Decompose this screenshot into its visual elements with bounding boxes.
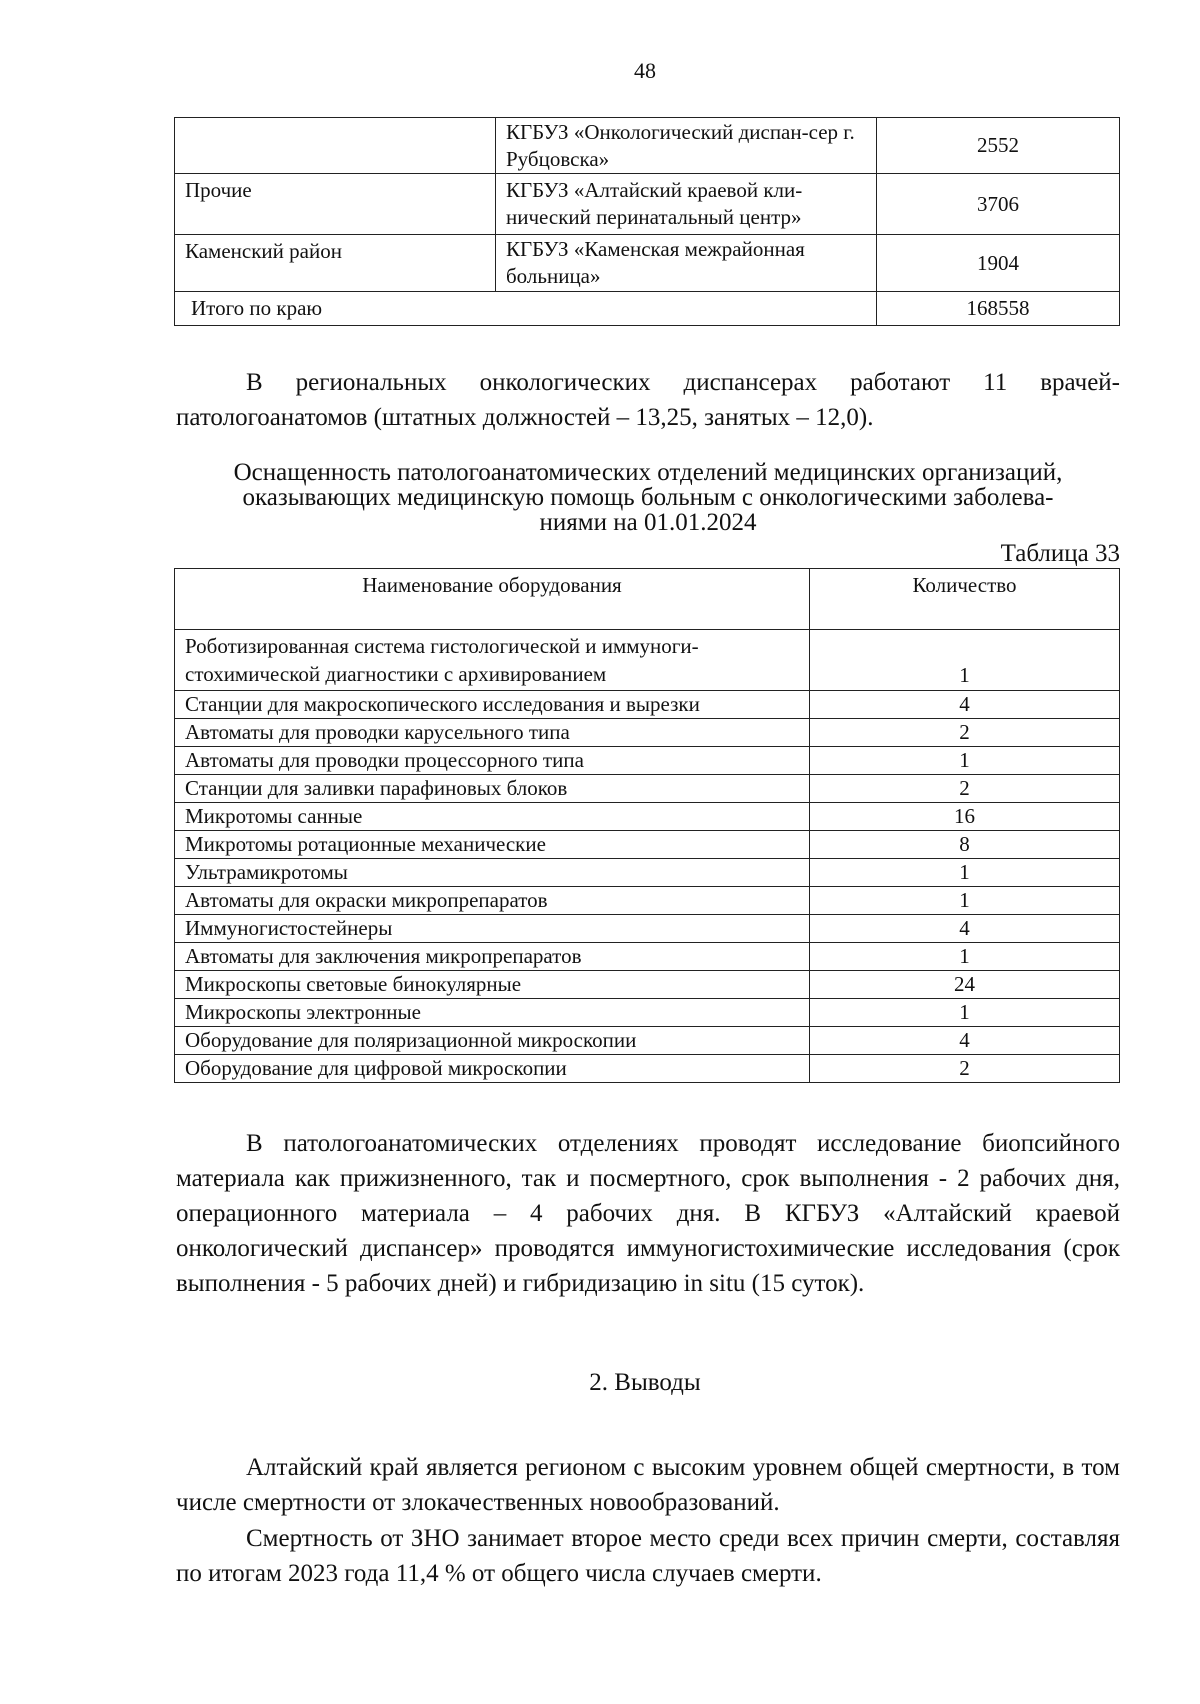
table-header-row (175, 569, 1120, 630)
cell-value: 2552 (877, 118, 1120, 174)
table-row (175, 943, 1120, 971)
table-row (175, 859, 1120, 887)
cell-equipment-name: Автоматы для окраски микропрепаратов (175, 887, 810, 915)
column-header-name: Наименование оборудования (175, 569, 810, 630)
table-row (175, 971, 1120, 999)
cell-equipment-qty: 4 (810, 691, 1120, 719)
cell-equipment-name: Автоматы для заключения микропрепаратов (175, 943, 810, 971)
table-row (175, 1027, 1120, 1055)
table-row (175, 1055, 1120, 1083)
table-row (175, 831, 1120, 859)
cell-equipment-qty: 16 (810, 803, 1120, 831)
cell-text-line: Роботизированная система гистологической и иммуноги- (185, 634, 699, 658)
paragraph-conclusion-1: Алтайский край является регионом с высоким уровнем общей смертности, в том числе смертности от злокачественных новообразований. (176, 1454, 1120, 1516)
table-number-label: Таблица 33 (1000, 540, 1120, 567)
cell-equipment-name: Микроскопы электронные (175, 999, 810, 1027)
cell-org: КГБУЗ «Алтайский краевой кли-нический перинатальный центр» (496, 174, 877, 235)
cell-equipment-name: Автоматы для проводки карусельного типа (175, 719, 810, 747)
cell-value: 3706 (877, 174, 1120, 235)
cell-equipment-name: Автоматы для проводки процессорного типа (175, 747, 810, 775)
table-row (175, 999, 1120, 1027)
table-row (175, 719, 1120, 747)
table-row (175, 118, 1120, 174)
cell-equipment-name: Ультрамикротомы (175, 859, 810, 887)
cell-equipment-name: Оборудование для цифровой микроскопии (175, 1055, 810, 1083)
cell-equipment-name: Станции для макроскопического исследования и вырезки (175, 691, 810, 719)
cell-equipment-qty: 4 (810, 915, 1120, 943)
column-header-qty: Количество (810, 569, 1120, 630)
section-title: 2. Выводы (589, 1369, 701, 1396)
table-row (175, 915, 1120, 943)
cell-equipment-qty: 2 (810, 1055, 1120, 1083)
cell-equipment-qty: 4 (810, 1027, 1120, 1055)
cell-equipment-qty: 8 (810, 831, 1120, 859)
paragraph-pathologists: В региональных онкологических диспансерах работают 11 врачей-патологоанатомов (штатных должностей – 13,25, занятых – 12,0). (176, 369, 1120, 431)
page-number: 48 (634, 58, 656, 83)
table-row (175, 887, 1120, 915)
table-row (175, 174, 1120, 235)
cell-org: КГБУЗ «Каменская межрайонная больница» (496, 235, 877, 292)
cell-equipment-name (175, 630, 810, 691)
cell-value: 1904 (877, 235, 1120, 292)
cell-equipment-name: Микротомы ротационные механические (175, 831, 810, 859)
table-row-total (175, 292, 1120, 326)
cell-equipment-qty: 1 (810, 630, 1120, 691)
table-row (175, 775, 1120, 803)
table-org-counts (174, 117, 1120, 326)
cell-equipment-name: Оборудование для поляризационной микроскопии (175, 1027, 810, 1055)
table-heading-line: оказывающих медицинскую помощь больным с онкологическими заболева- (242, 484, 1054, 511)
cell-equipment-qty: 1 (810, 747, 1120, 775)
cell-equipment-name: Станции для заливки парафиновых блоков (175, 775, 810, 803)
cell-equipment-name: Иммуногистостейнеры (175, 915, 810, 943)
cell-equipment-qty: 1 (810, 943, 1120, 971)
table-row (175, 691, 1120, 719)
table-row (175, 235, 1120, 292)
cell-region (175, 118, 496, 174)
table-heading (176, 460, 1120, 535)
paragraph-conclusion-2: Смертность от ЗНО занимает второе место среди всех причин смерти, составляя по итогам 2023 года 11,4 % от общего числа случаев смерти. (176, 1525, 1120, 1587)
cell-equipment-qty: 1 (810, 859, 1120, 887)
cell-equipment-qty: 1 (810, 999, 1120, 1027)
cell-total-label: Итого по краю (175, 292, 877, 326)
cell-equipment-qty: 2 (810, 775, 1120, 803)
cell-total-value: 168558 (877, 292, 1120, 326)
cell-equipment-qty: 2 (810, 719, 1120, 747)
cell-text-line: стохимической диагностики с архивированием (185, 662, 607, 686)
cell-equipment-qty: 24 (810, 971, 1120, 999)
table-heading-line: Оснащенность патологоанатомических отделений медицинских организаций, (233, 459, 1063, 486)
table-row (175, 747, 1120, 775)
cell-region: Каменский район (175, 235, 496, 292)
table-row (175, 630, 1120, 691)
cell-equipment-name: Микроскопы световые бинокулярные (175, 971, 810, 999)
cell-region: Прочие (175, 174, 496, 235)
table-equipment (174, 568, 1120, 1083)
cell-equipment-qty: 1 (810, 887, 1120, 915)
table-heading-line: ниями на 01.01.2024 (539, 509, 757, 536)
paragraph-research: В патологоанатомических отделениях проводят исследование биопсийного материала как прижизненного, так и посмертного, срок выполнения - 2 рабочих дня, операционного материала – 4 рабочих дня. В КГБУЗ «Алтайский краевой онкологический диспансер» проводятся иммуногистохимические исследования (срок выполнения - 5 рабочих дней) и гибридизацию in situ (15 суток). (176, 1130, 1120, 1297)
table-row (175, 803, 1120, 831)
cell-org: КГБУЗ «Онкологический диспан-сер г. Рубцовска» (496, 118, 877, 174)
cell-equipment-name: Микротомы санные (175, 803, 810, 831)
